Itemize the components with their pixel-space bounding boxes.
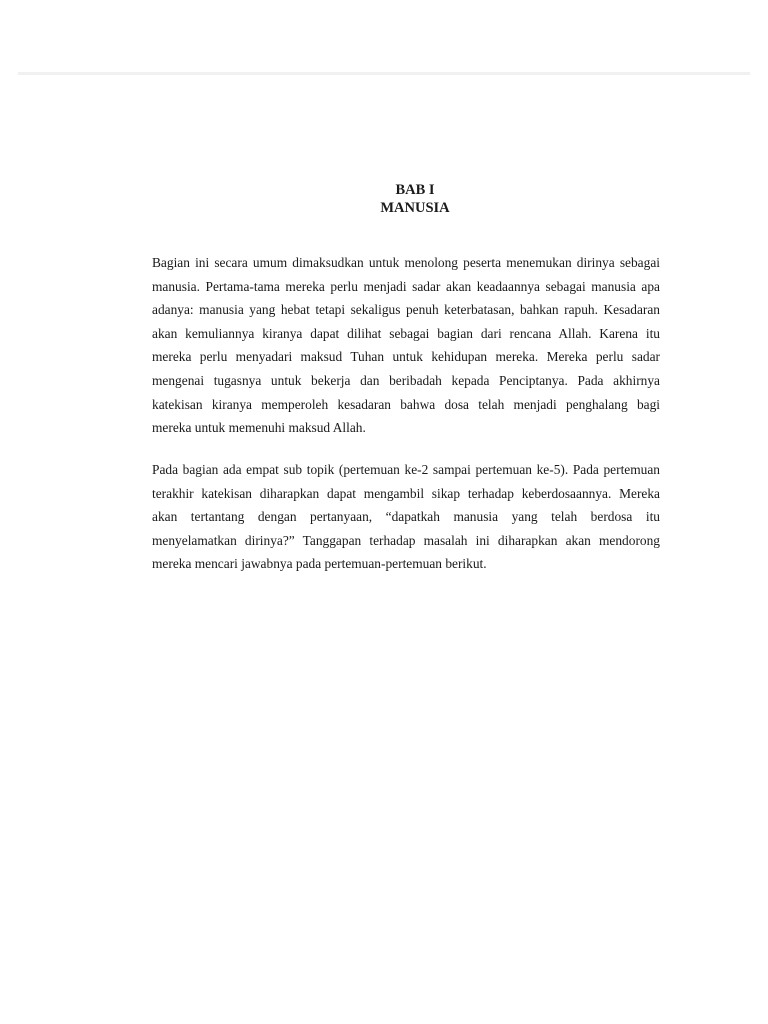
- page-top-divider: [18, 72, 750, 75]
- paragraph-intro: [152, 251, 660, 440]
- paragraph-line: katekisan kiranya memperoleh kesadaran bahwa dosa telah menjadi penghalang bagi: [152, 396, 660, 412]
- chapter-title: MANUSIA: [380, 200, 450, 216]
- paragraph-subtopics: [152, 458, 660, 576]
- paragraph-line: terakhir katekisan diharapkan dapat mengambil sikap terhadap keberdosaannya. Mereka: [152, 485, 660, 501]
- chapter-heading: [0, 181, 768, 217]
- paragraph-line: akan kemuliannya kiranya dapat dilihat sebagai bagian dari rencana Allah. Karena itu: [152, 325, 660, 341]
- paragraph-line: menyelamatkan dirinya?” Tanggapan terhadap masalah ini diharapkan akan mendorong: [152, 532, 660, 548]
- paragraph-line: adanya: manusia yang hebat tetapi sekaligus penuh keterbatasan, bahkan rapuh. Kesadaran: [152, 302, 660, 318]
- paragraph-line: akan tertantang dengan pertanyaan, “dapatkah manusia yang telah berdosa itu: [152, 509, 660, 525]
- paragraph-line: Pada bagian ada empat sub topik (pertemuan ke-2 sampai pertemuan ke-5). Pada pertemuan: [152, 462, 660, 477]
- paragraph-line: mereka perlu menyadari maksud Tuhan untuk kehidupan mereka. Mereka perlu sadar: [152, 349, 660, 365]
- paragraph-line: mereka untuk memenuhi maksud Allah.: [152, 420, 366, 436]
- paragraph-line: manusia. Pertama-tama mereka perlu menjadi sadar akan keadaannya sebagai manusia apa: [152, 278, 660, 294]
- paragraph-line: mereka mencari jawabnya pada pertemuan-pertemuan berikut.: [152, 556, 487, 572]
- chapter-number: BAB I: [395, 182, 435, 198]
- paragraph-line: Bagian ini secara umum dimaksudkan untuk menolong peserta menemukan dirinya sebagai: [152, 255, 660, 270]
- paragraph-line: mengenai tugasnya untuk bekerja dan beribadah kepada Penciptanya. Pada akhirnya: [152, 372, 660, 388]
